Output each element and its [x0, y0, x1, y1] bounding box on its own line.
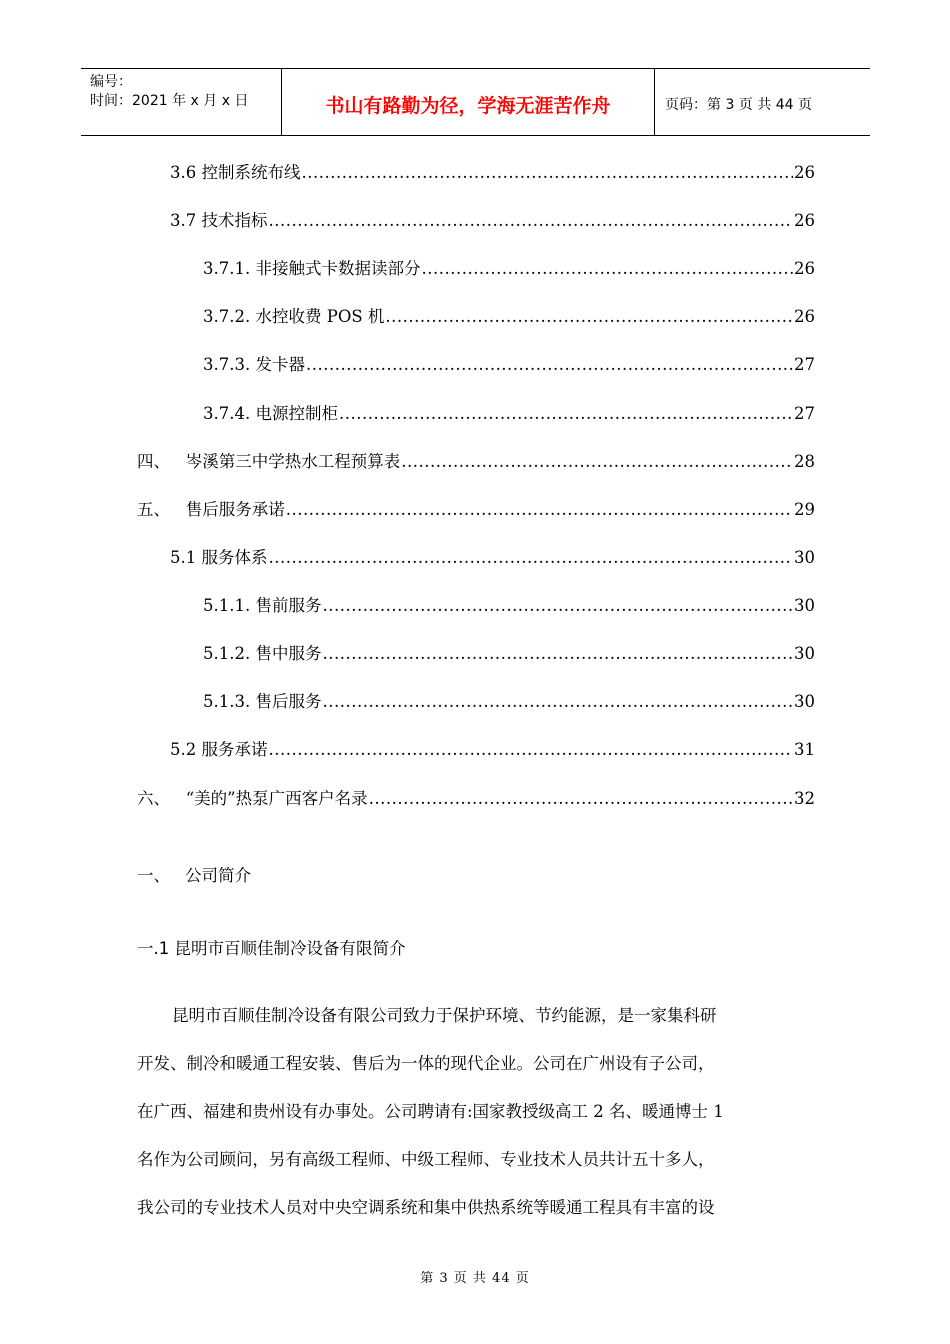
toc-entry[interactable]	[170, 736, 815, 762]
section-number: 一、	[137, 866, 170, 885]
toc-entry-label: 5.2 服务承诺	[170, 740, 268, 759]
toc-entry-page: 29	[794, 500, 815, 519]
subsection-title: 一.1 昆明市百顺佳制冷设备有限简介	[137, 939, 406, 958]
toc-entry-label: 3.7.2. 水控收费 POS 机	[203, 307, 385, 326]
section-heading	[137, 862, 251, 886]
toc-entry[interactable]	[137, 785, 815, 811]
toc-leader	[322, 596, 793, 615]
paragraph-line: 开发、制冷和暖通工程安装、售后为一体的现代企业。公司在广州设有子公司，	[137, 1054, 715, 1073]
paragraph-line: 在广西、福建和贵州设有办事处。公司聘请有:国家教授级高工 2 名、暖通博士 1	[137, 1102, 724, 1121]
toc-entry[interactable]	[170, 544, 815, 570]
toc-leader	[369, 789, 793, 808]
subsection-heading	[137, 935, 406, 959]
paragraph-line: 名作为公司顾问，另有高级工程师、中级工程师、专业技术人员共计五十多人，	[137, 1150, 715, 1169]
page-header	[81, 68, 870, 136]
body-paragraph	[137, 992, 817, 1232]
toc-entry-label: 3.7.3. 发卡器	[203, 355, 305, 374]
toc-entry-page: 30	[794, 644, 815, 663]
toc-entry-label: 5.1.1. 售前服务	[203, 596, 322, 615]
toc-entry[interactable]	[203, 303, 815, 329]
toc-entry-label: 5.1 服务体系	[170, 548, 268, 567]
toc-entry-page: 28	[794, 452, 815, 471]
toc-entry[interactable]	[203, 255, 815, 281]
toc-entry-label: 六、 “美的”热泵广西客户名录	[137, 789, 368, 808]
toc-entry-page: 30	[794, 692, 815, 711]
toc-entry-page: 31	[794, 740, 815, 759]
toc-entry-page: 26	[794, 259, 815, 278]
toc-leader	[322, 644, 793, 663]
toc-entry-label: 3.7.4. 电源控制柜	[203, 404, 338, 423]
toc-leader	[306, 355, 793, 374]
toc-entry-page: 27	[794, 355, 815, 374]
toc-leader	[421, 259, 793, 278]
toc-leader	[269, 548, 794, 567]
toc-entry[interactable]	[203, 640, 815, 666]
header-motto: 书山有路勤为径，学海无涯苦作舟	[282, 69, 655, 135]
toc-leader	[269, 211, 794, 230]
doc-date: 时间：2021 年 x 月 x 日	[90, 93, 249, 109]
toc-entry-label: 3.7.1. 非接触式卡数据读部分	[203, 259, 421, 278]
toc-leader	[322, 692, 793, 711]
doc-number-label: 编号：	[90, 74, 132, 90]
header-page-info: 页码：第 3 页 共 44 页	[665, 97, 812, 113]
page-footer: 第 3 页 共 44 页	[420, 1271, 530, 1286]
toc-entry-page: 26	[794, 307, 815, 326]
toc-entry-label: 5.1.2. 售中服务	[203, 644, 322, 663]
paragraph-line: 昆明市百顺佳制冷设备有限公司致力于保护环境、节约能源，是一家集科研	[172, 1006, 717, 1025]
toc-entry-label: 四、 岑溪第三中学热水工程预算表	[137, 452, 401, 471]
toc-entry-label: 3.6 控制系统布线	[170, 163, 301, 182]
paragraph-line: 我公司的专业技术人员对中央空调系统和集中供热系统等暖通工程具有丰富的设	[137, 1198, 715, 1217]
toc-entry[interactable]	[203, 351, 815, 377]
toc-entry[interactable]	[170, 207, 815, 233]
toc-entry-page: 30	[794, 596, 815, 615]
toc-entry[interactable]	[203, 592, 815, 618]
toc-entry-page: 26	[794, 211, 815, 230]
toc-leader	[401, 452, 793, 471]
toc-entry[interactable]	[137, 448, 815, 474]
toc-leader	[269, 740, 794, 759]
toc-leader	[286, 500, 793, 519]
toc-leader	[385, 307, 793, 326]
toc-entry-label: 3.7 技术指标	[170, 211, 268, 230]
toc-entry[interactable]	[137, 496, 815, 522]
toc-entry-page: 32	[794, 789, 815, 808]
toc-entry[interactable]	[170, 159, 815, 185]
toc-entry[interactable]	[203, 688, 815, 714]
toc-entry-page: 26	[794, 163, 815, 182]
toc-entry-page: 30	[794, 548, 815, 567]
toc-entry-label: 5.1.3. 售后服务	[203, 692, 322, 711]
toc-entry[interactable]	[203, 400, 815, 426]
toc-leader	[339, 404, 793, 423]
toc-leader	[302, 163, 794, 182]
toc-entry-label: 五、 售后服务承诺	[137, 500, 285, 519]
header-left-cell	[81, 69, 282, 135]
section-title: 公司简介	[185, 866, 251, 885]
toc-entry-page: 27	[794, 404, 815, 423]
